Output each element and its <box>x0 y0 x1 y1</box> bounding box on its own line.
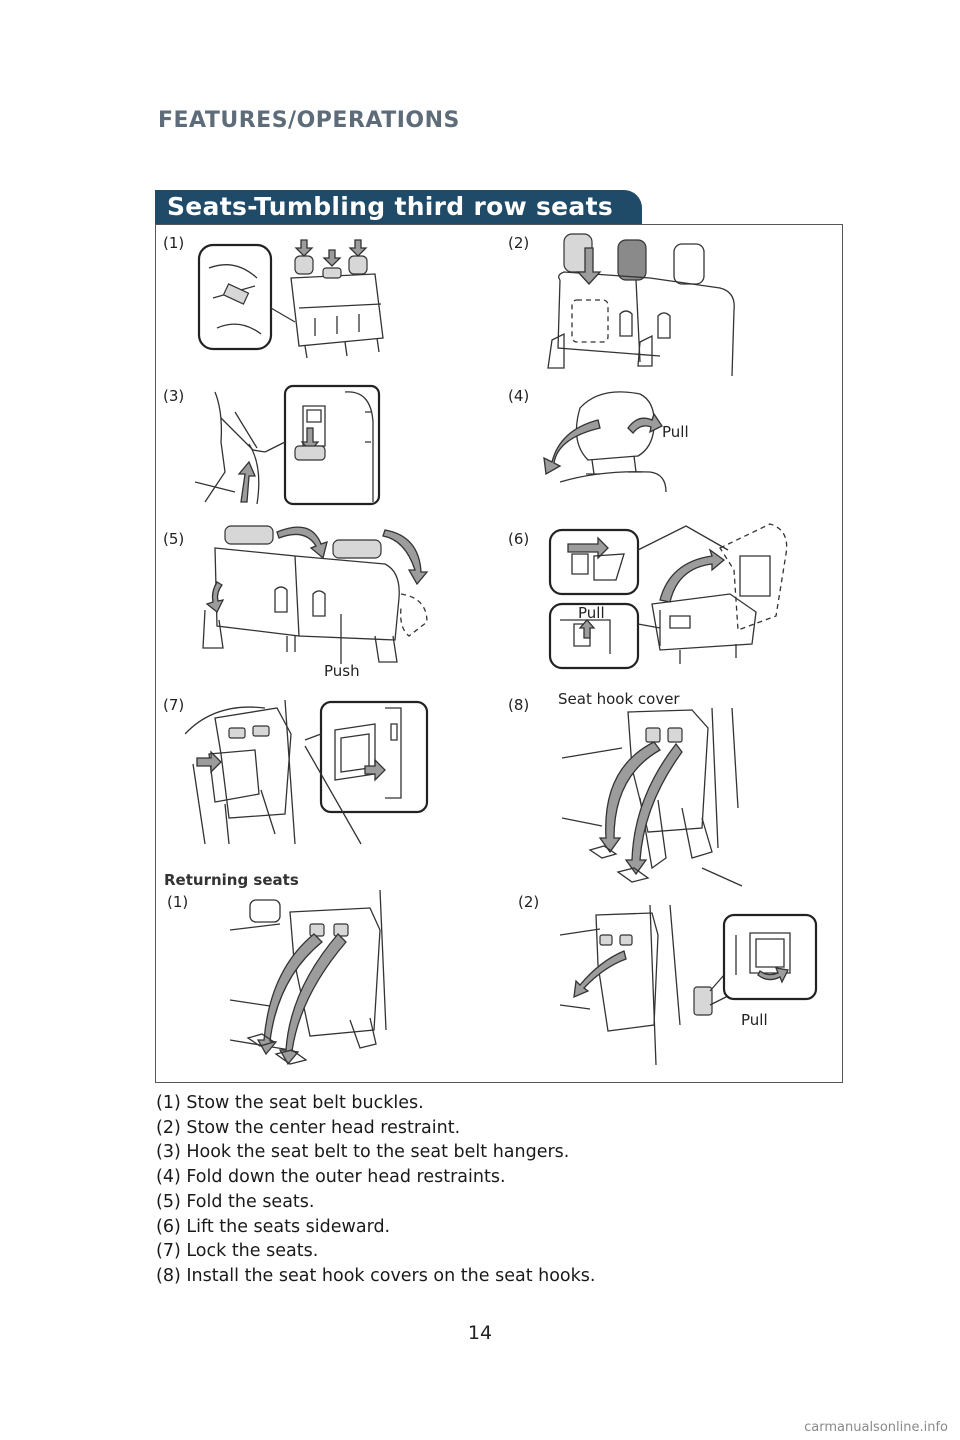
step-2-illustration <box>540 230 740 378</box>
instruction-list <box>156 1091 836 1289</box>
returning-step-2-illustration <box>560 905 820 1075</box>
instruction-item: (7) Lock the seats. <box>156 1241 319 1262</box>
instruction-item: (4) Fold down the outer head restraints. <box>156 1167 506 1188</box>
page-number: 14 <box>467 1322 493 1344</box>
pull-label-step-4: Pull <box>662 423 689 441</box>
pull-label-step-6: Pull <box>578 604 605 622</box>
returning-step-2-number: (2) <box>518 893 540 911</box>
instruction-item: (1) Stow the seat belt buckles. <box>156 1093 424 1113</box>
step-1-number: (1) <box>163 234 185 252</box>
step-5-number: (5) <box>163 530 185 548</box>
instruction-item: (6) Lift the seats sideward. <box>156 1216 391 1237</box>
step-6-illustration <box>540 520 800 674</box>
step-7-number: (7) <box>163 696 185 714</box>
step-8-illustration <box>562 708 752 888</box>
step-2-number: (2) <box>508 234 530 252</box>
instruction-item: (5) Fold the seats. <box>156 1191 315 1212</box>
step-4-number: (4) <box>508 387 530 405</box>
instruction-item: (8) Install the seat hook covers on the seat hooks. <box>156 1265 596 1286</box>
section-label: FEATURES/OPERATIONS <box>158 108 460 133</box>
instruction-item: (2) Stow the center head restraint. <box>156 1117 461 1138</box>
step-5-illustration <box>195 518 435 668</box>
step-4-illustration <box>540 382 670 492</box>
seat-hook-cover-label: Seat hook cover <box>558 690 680 708</box>
step-3-illustration <box>195 382 385 510</box>
returning-step-1-illustration <box>230 890 410 1070</box>
page-title: Seats-Tumbling third row seats <box>167 192 614 221</box>
title-bar <box>155 190 642 224</box>
push-label: Push <box>324 662 360 680</box>
step-3-number: (3) <box>163 387 185 405</box>
pull-label-returning: Pull <box>741 1011 768 1029</box>
step-7-illustration <box>185 694 435 854</box>
step-6-number: (6) <box>508 530 530 548</box>
returning-seats-heading: Returning seats <box>164 871 299 889</box>
watermark: carmanualsonline.info <box>804 1420 948 1435</box>
returning-step-1-number: (1) <box>167 893 189 911</box>
instruction-item: (3) Hook the seat belt to the seat belt hangers. <box>156 1142 570 1163</box>
step-8-number: (8) <box>508 696 530 714</box>
step-1-illustration <box>195 238 395 366</box>
